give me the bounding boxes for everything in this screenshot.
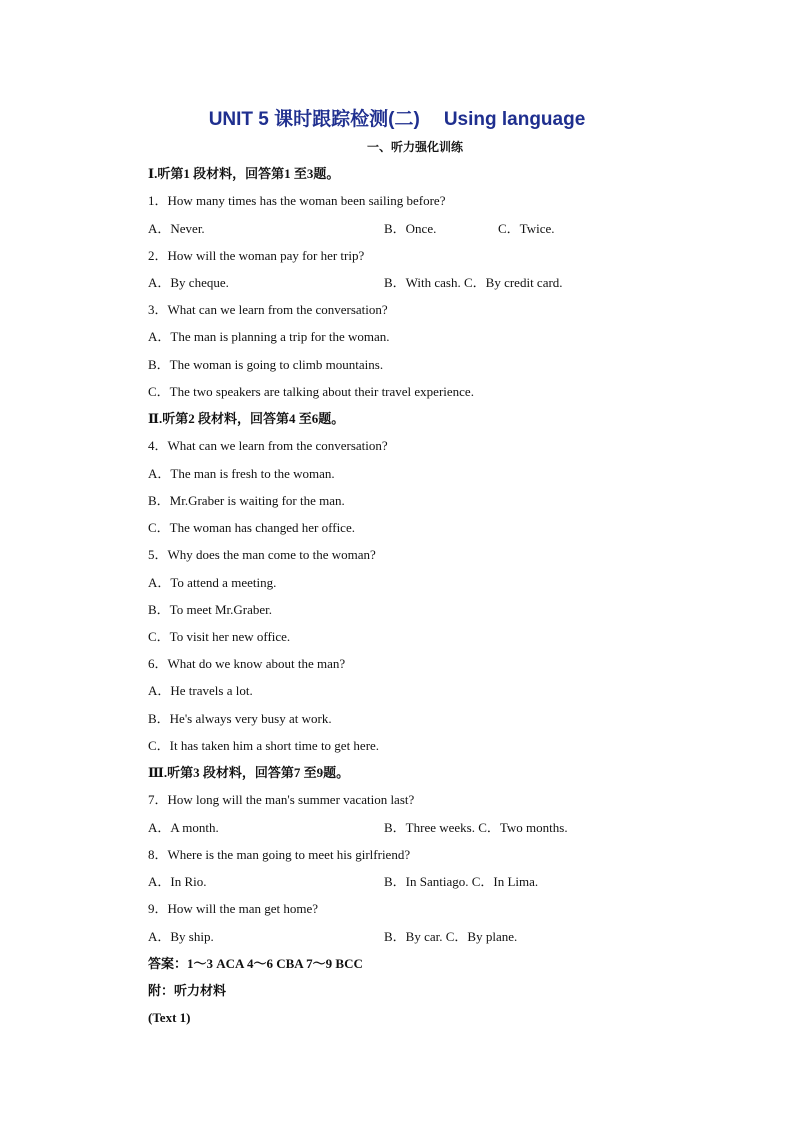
appendix-heading: 附：听力材料 <box>148 983 227 998</box>
title-using-language: Using language <box>443 109 586 130</box>
answer-key: 答案：1～3 ACA 4～6 CBA 7～9 BCC <box>148 956 363 971</box>
q5-option-b: B．To meet Mr.Graber. <box>148 602 273 617</box>
q1-option-b: B．Once. <box>384 221 437 236</box>
question-5: 5．Why does the man come to the woman? <box>148 547 376 562</box>
question-1: 1．How many times has the woman been sailing before? <box>148 193 446 208</box>
q3-option-c: C．The two speakers are talking about their travel experience. <box>148 384 474 399</box>
q7-options-bc: B．Three weeks. C．Two months. <box>384 820 568 835</box>
q1-option-a: A．Never. <box>148 221 205 236</box>
q3-option-b: B．The woman is going to climb mountains. <box>148 357 384 372</box>
q4-option-c: C．The woman has changed her office. <box>148 520 355 535</box>
section-heading: 一、听力强化训练 <box>366 140 463 154</box>
question-4: 4．What can we learn from the conversation? <box>148 438 388 453</box>
q4-option-a: A．The man is fresh to the woman. <box>148 466 335 481</box>
question-7: 7．How long will the man's summer vacation last? <box>148 792 415 807</box>
q3-option-a: A．The man is planning a trip for the woman. <box>148 329 390 344</box>
part-1-heading: Ⅰ.听第1 段材料，回答第1 至3题。 <box>148 166 340 181</box>
q6-option-c: C．It has taken him a short time to get here. <box>148 738 380 753</box>
q9-options-bc: B．By car. C．By plane. <box>384 929 518 944</box>
q2-options-bc: B．With cash. C．By credit card. <box>384 275 563 290</box>
q7-option-a: A．A month. <box>148 820 219 835</box>
question-3: 3．What can we learn from the conversation? <box>148 302 388 317</box>
page-title <box>0 104 794 131</box>
q5-option-c: C．To visit her new office. <box>148 629 291 644</box>
title-unit: UNIT 5 课时跟踪检测(二) <box>208 109 420 130</box>
part-2-heading: Ⅱ.听第2 段材料，回答第4 至6题。 <box>148 411 345 426</box>
q6-option-a: A．He travels a lot. <box>148 683 253 698</box>
question-8: 8．Where is the man going to meet his girlfriend? <box>148 847 411 862</box>
question-6: 6．What do we know about the man? <box>148 656 346 671</box>
q8-option-a: A．In Rio. <box>148 874 207 889</box>
q9-option-a: A．By ship. <box>148 929 214 944</box>
q4-option-b: B．Mr.Graber is waiting for the man. <box>148 493 345 508</box>
part-3-heading: Ⅲ.听第3 段材料，回答第7 至9题。 <box>148 765 350 780</box>
q8-options-bc: B．In Santiago. C．In Lima. <box>384 874 539 889</box>
q6-option-b: B．He's always very busy at work. <box>148 711 332 726</box>
question-2: 2．How will the woman pay for her trip? <box>148 248 365 263</box>
question-9: 9．How will the man get home? <box>148 901 319 916</box>
q1-option-c: C．Twice. <box>498 221 555 236</box>
q5-option-a: A．To attend a meeting. <box>148 575 277 590</box>
text-1-label: (Text 1) <box>148 1010 191 1025</box>
q2-option-a: A．By cheque. <box>148 275 229 290</box>
